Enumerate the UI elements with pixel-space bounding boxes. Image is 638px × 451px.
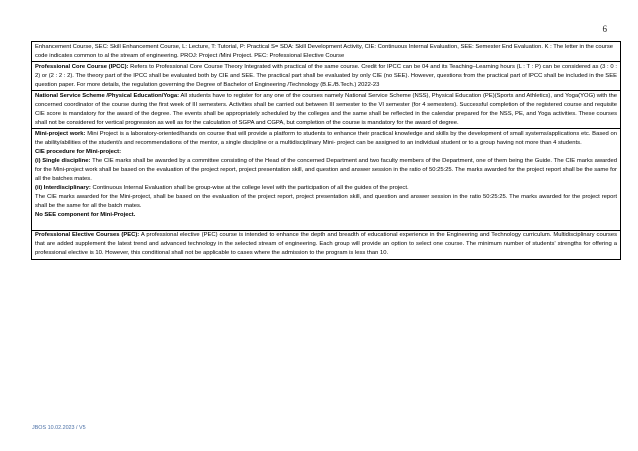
mini-project-title: Mini-project work: — [35, 130, 86, 137]
mini-project-paragraph — [35, 130, 617, 148]
mini-project-text: Mini Project is a laboratory-oriented/hands on course that will provide a platform to students to enhance their practical knowledge and skills by the development of small systems/applications etc. Based on the ability/abilities of the student/s and recommendations of the mentor, a single discipline or a multidisciplinary Mini- project can be assigned to an individual student or to a group having not more than 4 students. — [35, 130, 618, 146]
pec-row — [32, 230, 620, 259]
interdisciplinary-text: Continuous Internal Evaluation shall be group-wise at the college level with the participation of all the guides of the project. — [90, 185, 409, 192]
ipcc-title: Professional Core Course (IPCC): — [35, 63, 129, 70]
regulations-table — [31, 41, 621, 260]
ipcc-text: Refers to Professional Core Course Theory Integrated with practical of the same course. Credit for IPCC can be 04 and its Teaching–Learning hours (L : T : P) can be considered as (3 : 0 : 2) or (2 : 2 : 2). The theory part of the IPCC shall be evaluated both by CIE and SEE. The practical part shall be evaluated by only CIE (no SEE). However, questions from the practical part of IPCC shall be included in the SEE question paper. For more details, the regulation governing the Degree of Bachelor of Engineering /Technology (B.E./B.Tech.) 2022-23 — [35, 63, 617, 88]
single-discipline-text: The CIE marks shall be awarded by a committee consisting of the Head of the concerned Department and two faculty members of the Department, one of them being the Guide. The CIE marks awarded for the Mini-project work shall be based on the evaluation of the project report, project presentation skill, and question and answer session in the ratio of 50:25:25. The marks awarded for the project report shall be the same for all the batches mates. — [35, 158, 618, 183]
pec-paragraph — [35, 231, 617, 258]
single-discipline-paragraph — [35, 157, 617, 184]
pec-title: Professional Elective Courses (PEC): — [35, 232, 140, 239]
abbreviations-text: Enhancement Course, SEC: Skill Enhancement Course, L: Lecture, T: Tutorial, P: Practical S= SDA: Skill Development Activity, CIE: Continuous Internal Evaluation, SEE: Semester End Evaluation. K : The letter in the course code indicates common to al the stream of engineering. PROJ: Project /Mini Project. PEC: Professional Elective Course — [35, 43, 614, 59]
footer-version: JBOS 10.02.2023 / V5 — [32, 425, 86, 431]
abbreviations-row — [32, 42, 620, 61]
ipcc-row — [32, 61, 620, 90]
nss-title: National Service Scheme /Physical Education/Yoga: — [35, 92, 180, 99]
nss-row — [32, 90, 620, 128]
single-discipline-title: (i) Single discipline: — [35, 158, 91, 165]
page-number: 6 — [602, 24, 607, 34]
spacer — [35, 220, 617, 229]
nss-paragraph — [35, 92, 617, 128]
pec-text: A professional elective (PEC) course is intended to enhance the depth and breadth of educational experience in the Engineering and Technology curriculum. Multidisciplinary courses that are added supplement the latest trend and advanced technology in the selected stream of engineering. Each group will provide an option to select one course. The minimum number of students' strengths for offering a professional elective is 10. However, this conditional shall not be applicable to cases where the admission to the program is less than 10. — [35, 232, 617, 257]
no-see-note: No SEE component for Mini-Project. — [35, 212, 136, 219]
nss-text: All students have to register for any one of the courses namely National Service Scheme (NSS), Physical Education (PE)(Sports and Athletics), and Yoga(YOG) with the concerned coordinator of the course during the first week of III semesters. Activities shall be carried out between III semester to the VI semester (for 4 semesters). Successful completion of the registered course and requisite CIE score is mandatory for the award of the degree. The events shall be appropriately scheduled by the colleges and the same shall be reflected in the calendar prepared for the NSS, PE, and Yoga activities. These courses shall not be considered for vertical progression as well as for the calculation of SGPA and CGPA, but completion of the course is mandatory for the award of degree. — [35, 92, 618, 126]
mini-project-row — [32, 128, 620, 229]
interdisciplinary-marks-text: The CIE marks awarded for the Mini-project, shall be based on the evaluation of the project report, project presentation skill, and question and answer session in the ratio 50:25:25. The marks awarded for the project report shall be the same for all the batch mates. — [35, 194, 617, 210]
interdisciplinary-paragraph — [35, 184, 617, 193]
ipcc-paragraph — [35, 63, 617, 90]
cie-procedure-heading: CIE procedure for Mini-project: — [35, 149, 122, 156]
interdisciplinary-title: (ii) Interdisciplinary: — [35, 185, 91, 192]
